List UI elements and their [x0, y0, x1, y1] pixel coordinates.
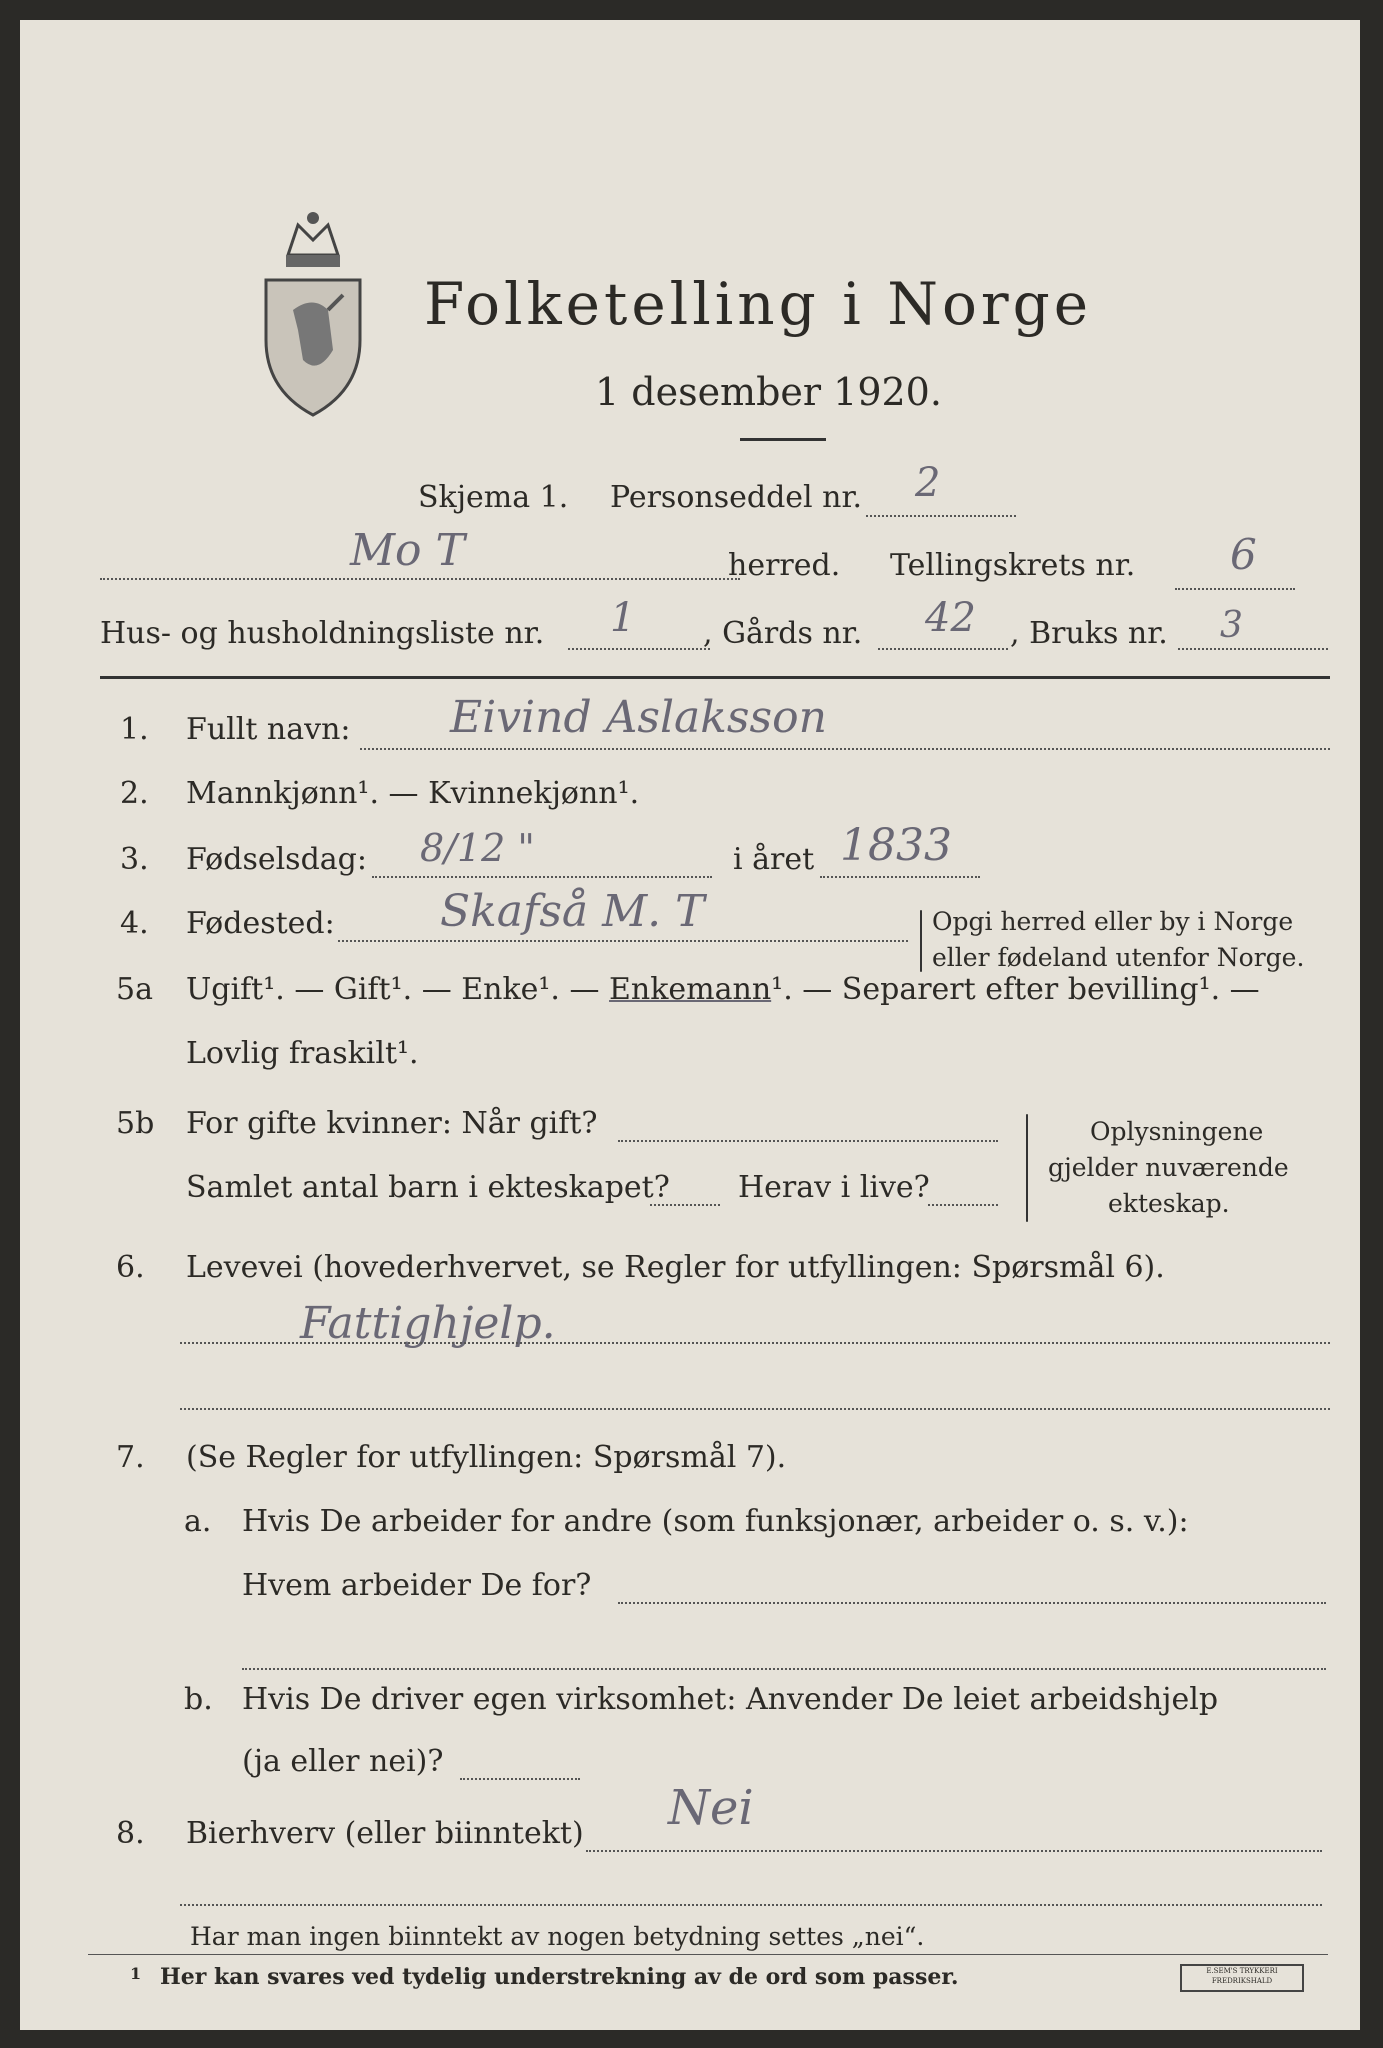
q7a-letter: a.	[184, 1504, 212, 1539]
full-name-value[interactable]: Eivind Aslaksson	[450, 692, 827, 743]
bruks-line	[1178, 648, 1328, 650]
q4-line	[338, 940, 908, 942]
q6-line-2	[180, 1408, 1330, 1410]
q3-year-line	[820, 876, 980, 878]
divorced-option[interactable]: Lovlig fraskilt¹.	[186, 1036, 419, 1071]
q5b-brace	[1026, 1114, 1028, 1222]
printer-stamp: E.SEM'S TRYKKERI FREDRIKSHALD	[1180, 1964, 1304, 1992]
footnote-text: Her kan svares ved tydelig understrekning av de ord som passer.	[160, 1964, 959, 1990]
form-title: Folketelling i Norge	[424, 270, 1093, 338]
q8-line-2	[180, 1904, 1322, 1906]
q5b-married-when: For gifte kvinner: Når gift?	[186, 1106, 598, 1141]
q1-label: Fullt navn:	[186, 712, 351, 747]
tellingskrets-line	[1175, 588, 1295, 590]
header-divider	[100, 676, 1330, 679]
q8-line	[586, 1850, 1322, 1852]
title-divider	[740, 438, 826, 441]
gender-options[interactable]: Mannkjønn¹. — Kvinnekjønn¹.	[186, 776, 640, 811]
q7a-text: Hvis De arbeider for andre (som funksjonær, arbeider o. s. v.):	[242, 1504, 1189, 1539]
q7a-employer-line-2	[242, 1668, 1326, 1670]
q5b-alive-label: Herav i live?	[738, 1170, 930, 1205]
marital-option-text-end: ¹. — Separert efter bevilling¹. —	[771, 972, 1260, 1007]
tellingskrets-value[interactable]: 6	[1230, 530, 1257, 579]
q7-text: (Se Regler for utfyllingen: Spørsmål 7).	[186, 1440, 787, 1475]
census-form	[20, 20, 1360, 2030]
marital-option-selected[interactable]: Enkemann	[609, 972, 772, 1007]
q5b-note-1: Oplysningene	[1090, 1117, 1264, 1146]
footer-note: Har man ingen biinntekt av nogen betydning settes „nei“.	[190, 1922, 925, 1951]
gards-line	[878, 648, 1008, 650]
side-income-value[interactable]: Nei	[668, 1780, 754, 1836]
q6-text: Levevei (hovederhvervet, se Regler for utfyllingen: Spørsmål 6).	[186, 1250, 1165, 1285]
herred-label: herred.	[728, 548, 841, 583]
tellingskrets-label: Tellingskrets nr.	[890, 548, 1136, 583]
household-list-value[interactable]: 1	[610, 595, 636, 641]
q3-line	[372, 876, 712, 878]
q7b-answer-line[interactable]	[460, 1778, 580, 1780]
herred-line	[100, 578, 740, 580]
birthday-value[interactable]: 8/12 "	[420, 826, 535, 870]
q7-number: 7.	[116, 1440, 145, 1475]
gards-label: , Gårds nr.	[703, 616, 863, 651]
occupation-value[interactable]: Fattighjelp.	[300, 1298, 556, 1349]
q7b-text: Hvis De driver egen virksomhet: Anvender De leiet arbeidshjelp	[242, 1682, 1219, 1717]
q5b-alive-line[interactable]	[928, 1204, 998, 1206]
q5b-note-3: ekteskap.	[1108, 1189, 1230, 1218]
footnote-mark: 1	[130, 1964, 142, 1983]
q5b-children-line[interactable]	[650, 1204, 720, 1206]
q8-label: Bierhverv (eller biinntekt)	[186, 1816, 584, 1851]
gards-value[interactable]: 42	[925, 595, 976, 641]
bruks-label: , Bruks nr.	[1010, 616, 1168, 651]
q3-label: Fødselsdag:	[186, 842, 367, 877]
q4-label: Fødested:	[186, 906, 335, 941]
q7a-employer-label: Hvem arbeider De for?	[242, 1568, 592, 1603]
q5b-married-line[interactable]	[618, 1140, 998, 1142]
q5b-number: 5b	[116, 1106, 155, 1141]
personseddel-label: Personseddel nr.	[610, 480, 863, 515]
q7b-letter: b.	[184, 1682, 213, 1717]
coat-of-arms-icon	[258, 200, 368, 420]
q2-number: 2.	[120, 776, 149, 811]
q4-note-1: Opgi herred eller by i Norge	[932, 907, 1294, 936]
q6-line-1	[180, 1342, 1330, 1344]
birth-year-value[interactable]: 1833	[840, 820, 952, 871]
marital-status-options[interactable]	[186, 972, 1260, 1007]
q3-year-label: i året	[733, 842, 815, 877]
q1-number: 1.	[120, 712, 149, 747]
personseddel-value[interactable]: 2	[915, 460, 941, 506]
q5b-note-2: gjelder nuværende	[1048, 1153, 1289, 1182]
q4-number: 4.	[120, 906, 149, 941]
q4-brace	[920, 910, 922, 972]
q7b-answer-label: (ja eller nei)?	[242, 1744, 444, 1779]
schema-label: Skjema 1.	[418, 480, 569, 515]
q1-line	[360, 748, 1330, 750]
household-list-line	[568, 648, 710, 650]
household-list-label: Hus- og husholdningsliste nr.	[100, 616, 545, 651]
q5b-children-label: Samlet antal barn i ekteskapet?	[186, 1170, 670, 1205]
q3-number: 3.	[120, 842, 149, 877]
q5a-number: 5a	[116, 972, 153, 1007]
q7a-employer-line[interactable]	[618, 1602, 1326, 1604]
q8-number: 8.	[116, 1816, 145, 1851]
census-date: 1 desember 1920.	[595, 370, 942, 414]
herred-value[interactable]: Mo T	[350, 525, 465, 576]
footer-divider	[88, 1954, 1328, 1955]
q4-note-2: eller fødeland utenfor Norge.	[932, 943, 1305, 972]
q6-number: 6.	[116, 1250, 145, 1285]
marital-option-text: Ugift¹. — Gift¹. — Enke¹. —	[186, 972, 610, 1007]
personseddel-line	[866, 515, 1016, 517]
birthplace-value[interactable]: Skafså M. T	[440, 886, 705, 937]
bruks-value[interactable]: 3	[1220, 605, 1243, 646]
